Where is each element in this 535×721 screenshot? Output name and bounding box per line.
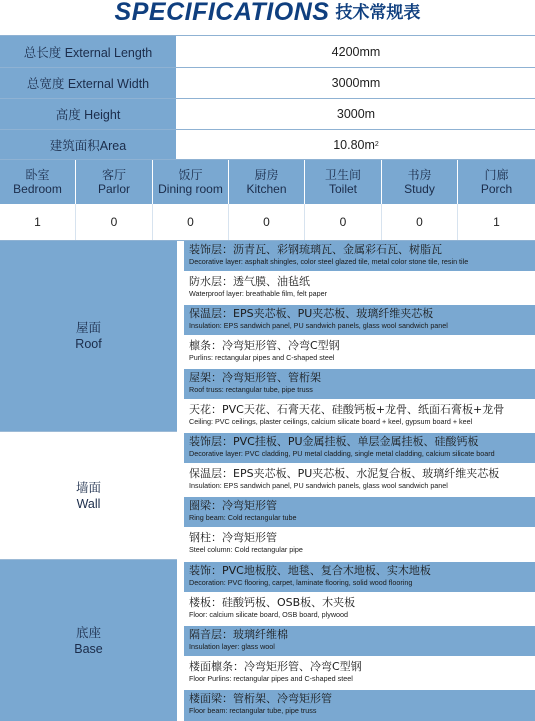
item-text-en: Insulation: EPS sandwich panel, PU sandwich panels, glass wool sandwich panel bbox=[189, 481, 448, 490]
base-item bbox=[184, 658, 535, 688]
room-name-zh: 卫生间 bbox=[324, 168, 361, 182]
area-unit-superscript: 2 bbox=[374, 141, 379, 148]
room-header bbox=[305, 160, 382, 204]
group-name-zh: 底座 bbox=[75, 625, 101, 640]
roof-item bbox=[184, 241, 535, 271]
item-text-en: Ceiling: PVC ceilings, plaster ceilings, calcium silicate board + keel, gypsum board + keel bbox=[189, 417, 473, 426]
item-text-en: Floor Purlins: rectangular pipes and C-shaped steel bbox=[189, 674, 353, 683]
item-text-en: Floor beam: rectangular tube, pipe truss bbox=[189, 706, 317, 715]
room-count: 1 bbox=[458, 204, 535, 240]
item-text-en: Ring beam: Cold rectangular tube bbox=[189, 513, 297, 522]
spec-row-length bbox=[0, 36, 535, 67]
item-text-en: Floor: calcium silicate board, OSB board, plywood bbox=[189, 610, 348, 619]
room-name-en: Kitchen bbox=[246, 182, 287, 196]
spec-row-width bbox=[0, 68, 535, 98]
base-item bbox=[184, 690, 535, 721]
group-name-en: Base bbox=[74, 641, 103, 656]
room-name-zh: 门廊 bbox=[484, 168, 509, 182]
group-name-zh: 屋面 bbox=[75, 321, 101, 335]
spec-value: 4200mm bbox=[177, 36, 535, 67]
room-header bbox=[458, 160, 535, 204]
room-name-en: Parlor bbox=[97, 182, 130, 196]
spec-value: 3000m bbox=[177, 99, 535, 129]
item-text-zh: 防水层：透气膜、油毡纸 bbox=[189, 275, 310, 288]
spec-label: 高度 Height bbox=[0, 99, 177, 129]
room-count: 0 bbox=[229, 204, 305, 240]
room-count: 1 bbox=[0, 204, 76, 240]
item-text-zh: 保温层：EPS夹芯板、PU夹芯板、玻璃纤维夹芯板 bbox=[189, 307, 434, 320]
item-text-zh: 檩条：冷弯矩形管、冷弯C型钢 bbox=[189, 339, 340, 352]
room-header bbox=[76, 160, 153, 204]
roof-item bbox=[184, 337, 535, 367]
room-name-en: Porch bbox=[480, 182, 513, 196]
group-name-en: Roof bbox=[75, 337, 102, 351]
spec-row-area bbox=[0, 130, 535, 159]
spec-value: 3000mm bbox=[177, 68, 535, 98]
room-count: 0 bbox=[153, 204, 229, 240]
room-count: 0 bbox=[76, 204, 153, 240]
base-item bbox=[184, 626, 535, 656]
item-text-zh: 装饰：PVC地板胶、地毯、复合木地板、实木地板 bbox=[189, 564, 431, 577]
group-label-base bbox=[0, 560, 177, 721]
group-label-roof bbox=[0, 241, 177, 431]
room-name-zh: 书房 bbox=[407, 168, 432, 182]
wall-item bbox=[184, 465, 535, 495]
rooms-header-row bbox=[0, 160, 535, 204]
item-text-zh: 装饰层：沥青瓦、彩钢琉璃瓦、金属彩石瓦、树脂瓦 bbox=[189, 243, 442, 256]
rooms-count-row bbox=[0, 204, 535, 240]
item-text-en: Decoration: PVC flooring, carpet, laminate flooring, solid wood flooring bbox=[189, 578, 413, 587]
spec-label: 总宽度 External Width bbox=[0, 68, 177, 98]
base-item bbox=[184, 594, 535, 624]
spec-row-height bbox=[0, 99, 535, 129]
spec-label: 总长度 External Length bbox=[0, 36, 177, 67]
room-header bbox=[153, 160, 229, 204]
group-name-zh: 墙面 bbox=[75, 480, 101, 495]
room-name-en: Toilet bbox=[328, 182, 357, 196]
item-text-en: Roof truss: rectangular tube, pipe truss bbox=[189, 385, 313, 394]
item-text-zh: 屋架：冷弯矩形管、管桁架 bbox=[189, 371, 321, 384]
item-text-zh: 隔音层：玻璃纤维棉 bbox=[189, 628, 288, 641]
wall-item bbox=[184, 529, 535, 560]
roof-item bbox=[184, 273, 535, 303]
wall-item bbox=[184, 433, 535, 463]
group-name-en: Wall bbox=[76, 496, 101, 511]
room-name-en: Dining room bbox=[158, 182, 223, 196]
item-text-zh: 楼板：硅酸钙板、OSB板、木夹板 bbox=[189, 596, 356, 609]
item-text-zh: 钢柱：冷弯矩形管 bbox=[189, 531, 277, 544]
item-text-en: Insulation layer: glass wool bbox=[189, 642, 275, 651]
room-name-zh: 客厅 bbox=[101, 168, 126, 182]
spec-value bbox=[177, 130, 535, 159]
group-label-wall bbox=[0, 431, 177, 560]
spec-label: 建筑面积Area bbox=[0, 130, 177, 159]
base-item bbox=[184, 562, 535, 592]
item-text-zh: 楼面檩条：冷弯矩形管、冷弯C型钢 bbox=[189, 660, 362, 673]
item-text-en: Purlins: rectangular pipes and C-shaped steel bbox=[189, 353, 335, 362]
area-value: 10.80m bbox=[333, 137, 375, 152]
title-chinese: 技术常规表 bbox=[335, 3, 421, 23]
item-text-en: Waterproof layer: breathable film, felt paper bbox=[189, 289, 327, 298]
room-name-zh: 厨房 bbox=[254, 168, 279, 182]
wall-item bbox=[184, 497, 535, 527]
item-text-zh: 楼面梁：管桁架、冷弯矩形管 bbox=[189, 692, 332, 705]
item-text-zh: 装饰层：PVC挂板、PU金属挂板、单层金属挂板、硅酸钙板 bbox=[189, 435, 479, 448]
room-count: 0 bbox=[305, 204, 382, 240]
item-text-zh: 天花：PVC天花、石膏天花、硅酸钙板+龙骨、纸面石膏板+龙骨 bbox=[189, 403, 505, 416]
item-text-en: Steel column: Cold rectangular pipe bbox=[189, 545, 303, 554]
item-text-zh: 圈梁：冷弯矩形管 bbox=[189, 499, 277, 512]
item-text-en: Decorative layer: asphalt shingles, color steel glazed tile, metal color stone tile, resin tile bbox=[189, 257, 469, 266]
page-title bbox=[0, 0, 535, 28]
roof-item bbox=[184, 305, 535, 335]
item-text-en: Insulation: EPS sandwich panel, PU sandwich panels, glass wool sandwich panel bbox=[189, 321, 448, 330]
room-count: 0 bbox=[382, 204, 458, 240]
room-name-en: Study bbox=[404, 182, 435, 196]
room-name-zh: 卧室 bbox=[25, 168, 50, 182]
roof-item bbox=[184, 369, 535, 399]
room-header bbox=[0, 160, 76, 204]
item-text-en: Decorative layer: PVC cladding, PU metal cladding, single metal cladding, calcium silicate board bbox=[189, 449, 495, 458]
roof-item bbox=[184, 401, 535, 431]
title-english: SPECIFICATIONS bbox=[114, 0, 330, 26]
room-header bbox=[229, 160, 305, 204]
room-name-en: Bedroom bbox=[13, 182, 62, 196]
room-header bbox=[382, 160, 458, 204]
room-name-zh: 饭厅 bbox=[178, 168, 203, 182]
item-text-zh: 保温层：EPS夹芯板、PU夹芯板、水泥复合板、玻璃纤维夹芯板 bbox=[189, 467, 500, 480]
